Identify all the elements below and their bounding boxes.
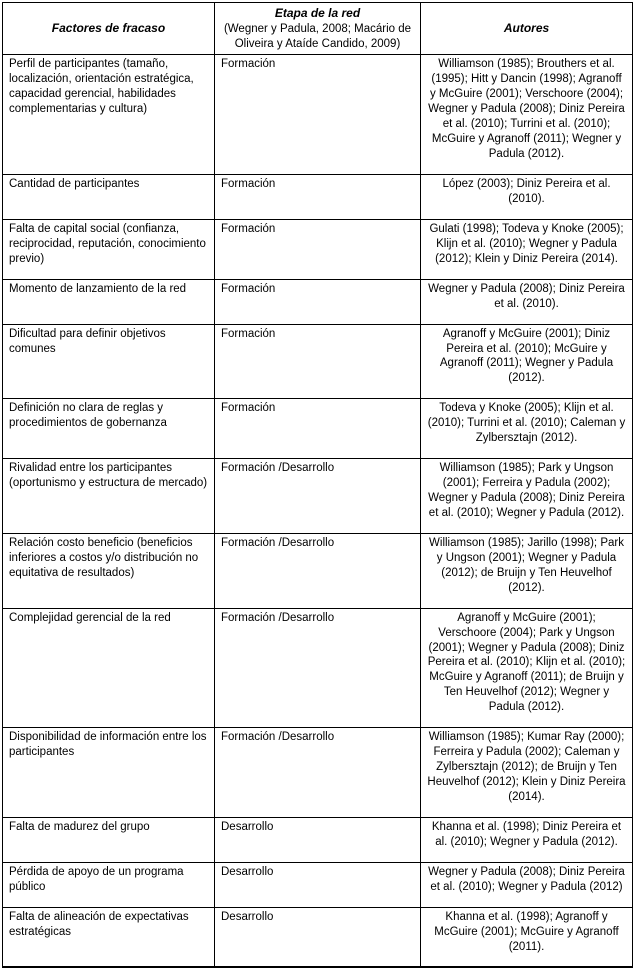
autores-cell: Agranoff y McGuire (2001); Diniz Pereira et al. (2010); McGuire y Agranoff (2011); Wegner y Padula (2012). (421, 324, 633, 399)
table-row (3, 175, 633, 220)
table-header-row (3, 3, 633, 55)
etapa-cell: Formación (215, 55, 421, 175)
etapa-cell: Desarrollo (215, 907, 421, 967)
etapa-cell: Formación /Desarrollo (215, 459, 421, 534)
factor-cell: Rivalidad entre los participantes (oportunismo y estructura de mercado) (3, 459, 215, 534)
table-row (3, 907, 633, 967)
table-row (3, 279, 633, 324)
factor-cell: Falta de alineación de expectativas estratégicas (3, 907, 215, 967)
autores-cell: Khanna et al. (1998); Diniz Pereira et al. (2010); Wegner y Padula (2012). (421, 817, 633, 862)
table-row (3, 533, 633, 608)
header-autores (421, 3, 633, 55)
autores-cell: Williamson (1985); Brouthers et al. (1995); Hitt y Dancin (1998); Agranoff y McGuire (2001); Verschoore (2004); Wegner y Padula (2008); Diniz Pereira et al. (2010); Turrini et al. (2010); McGuire y Agranoff (2011); Wegner y Padula (2012). (421, 55, 633, 175)
table-row (3, 219, 633, 279)
factor-cell: Disponibilidad de información entre los participantes (3, 728, 215, 818)
autores-cell: Williamson (1985); Jarillo (1998); Park y Ungson (2001); Wegner y Padula (2012); de Bruijn y Ten Heuvelhof (2012). (421, 533, 633, 608)
autores-cell: Khanna et al. (1998); Agranoff y McGuire (2001); McGuire y Agranoff (2011). (421, 907, 633, 967)
etapa-cell: Formación /Desarrollo (215, 533, 421, 608)
autores-cell: Todeva y Knoke (2005); Klijn et al. (2010); Turrini et al. (2010); Caleman y Zylbersztajn (2012). (421, 399, 633, 459)
header-autores-title: Autores (503, 20, 550, 35)
etapa-cell: Formación /Desarrollo (215, 608, 421, 728)
autores-cell: Agranoff y McGuire (2001); Verschoore (2004); Park y Ungson (2001); Wegner y Padula (2008); Diniz Pereira et al. (2010); Klijn et al. (2010); McGuire y Agranoff (2011); de Bruijn y Ten Heuvelhof (2012); Wegner y Padula (2012). (421, 608, 633, 728)
factor-cell: Definición no clara de reglas y procedimientos de gobernanza (3, 399, 215, 459)
etapa-cell: Formación (215, 175, 421, 220)
header-etapa-title: Etapa de la red (274, 6, 361, 20)
etapa-cell: Desarrollo (215, 862, 421, 907)
table-row (3, 608, 633, 728)
factor-cell: Falta de capital social (confianza, reciprocidad, reputación, conocimiento previo) (3, 219, 215, 279)
failure-factors-table (2, 2, 633, 968)
header-factores-de-fracaso (3, 3, 215, 55)
etapa-cell: Formación (215, 219, 421, 279)
table-row (3, 817, 633, 862)
autores-cell: Gulati (1998); Todeva y Knoke (2005); Klijn et al. (2010); Wegner y Padula (2012); Klein y Diniz Pereira (2014). (421, 219, 633, 279)
factor-cell: Pérdida de apoyo de un programa público (3, 862, 215, 907)
table-row (3, 324, 633, 399)
autores-cell: Williamson (1985); Kumar Ray (2000); Ferreira y Padula (2002); Caleman y Zylbersztajn (2012); de Bruijn y Ten Heuvelhof (2012); Klein y Diniz Pereira (2014). (421, 728, 633, 818)
factor-cell: Falta de madurez del grupo (3, 817, 215, 862)
autores-cell: Wegner y Padula (2008); Diniz Pereira et al. (2010); Wegner y Padula (2012) (421, 862, 633, 907)
header-factores-title: Factores de fracaso (51, 20, 166, 35)
autores-cell: Wegner y Padula (2008); Diniz Pereira et al. (2010). (421, 279, 633, 324)
factor-cell: Relación costo beneficio (beneficios inferiores a costos y/o distribución no equitativa de resultados) (3, 533, 215, 608)
etapa-cell: Formación (215, 324, 421, 399)
table-row (3, 728, 633, 818)
table-row (3, 459, 633, 534)
etapa-cell: Formación /Desarrollo (215, 728, 421, 818)
etapa-cell: Formación (215, 279, 421, 324)
autores-cell: López (2003); Diniz Pereira et al. (2010). (421, 175, 633, 220)
table-row (3, 399, 633, 459)
factor-cell: Dificultad para definir objetivos comunes (3, 324, 215, 399)
factor-cell: Perfil de participantes (tamaño, localización, orientación estratégica, capacidad gerencial, habilidades complementarias y cultura) (3, 55, 215, 175)
table-row (3, 862, 633, 907)
factor-cell: Cantidad de participantes (3, 175, 215, 220)
header-etapa-de-la-red (215, 3, 421, 55)
factor-cell: Complejidad gerencial de la red (3, 608, 215, 728)
etapa-cell: Desarrollo (215, 817, 421, 862)
factor-cell: Momento de lanzamiento de la red (3, 279, 215, 324)
header-etapa-subtitle: (Wegner y Padula, 2008; Macário de Oliveira y Ataíde Candido, 2009) (223, 22, 412, 50)
autores-cell: Williamson (1985); Park y Ungson (2001); Ferreira y Padula (2002); Wegner y Padula (2008); Diniz Pereira et al. (2010); Wegner y Padula (2012). (421, 459, 633, 534)
table-row (3, 55, 633, 175)
etapa-cell: Formación (215, 399, 421, 459)
